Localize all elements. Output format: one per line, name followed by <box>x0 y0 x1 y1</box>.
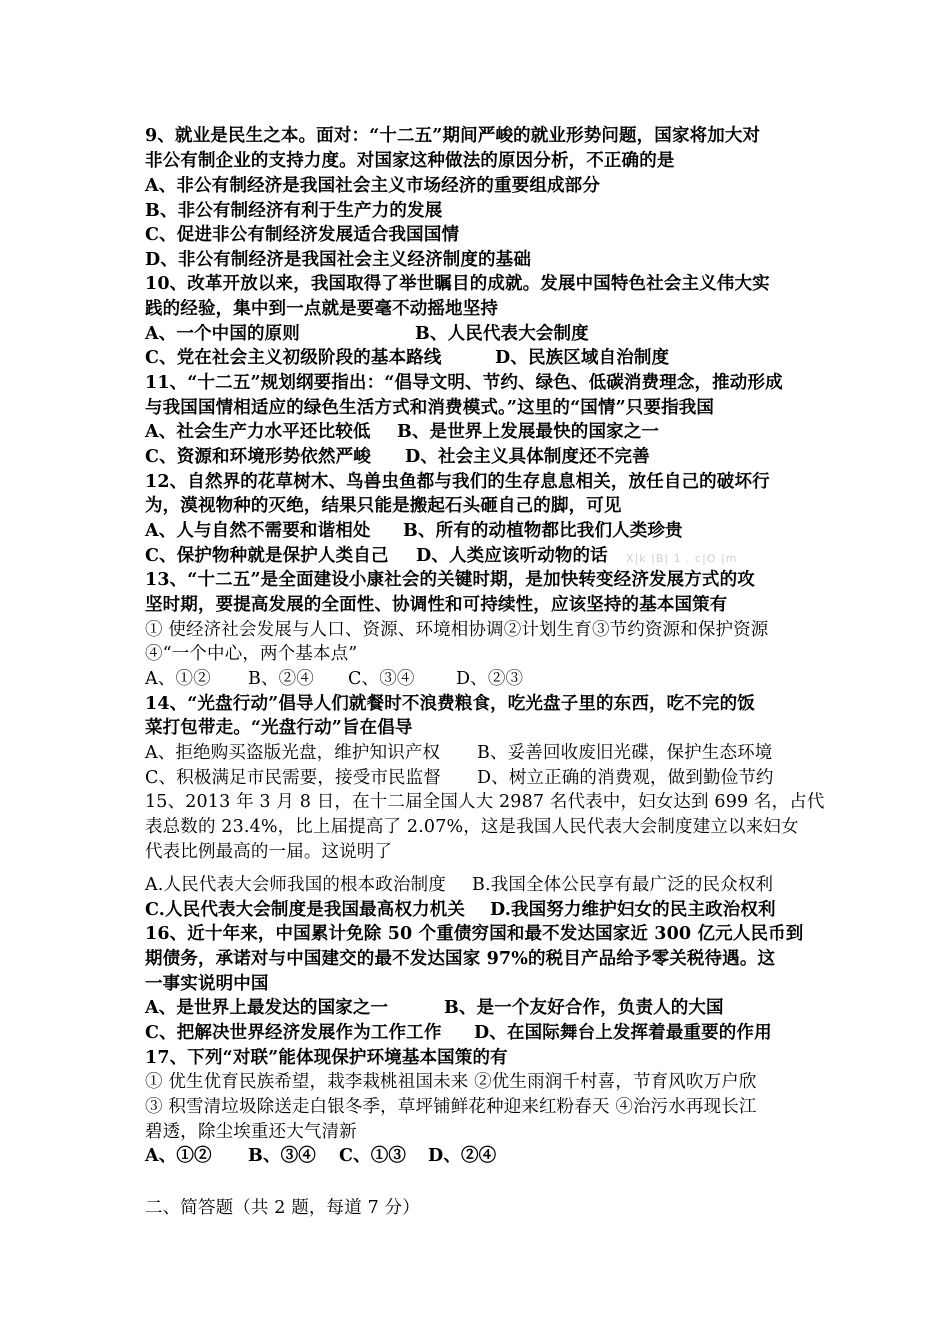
q17-option-a: A、①② <box>145 1146 212 1166</box>
q10-stem-line-1: 10、改革开放以来，我国取得了举世瞩目的成就。发展中国特色社会主义伟大实 <box>145 274 770 294</box>
section-2-title: 二、简答题（共 2 题，每道 7 分） <box>145 1198 420 1218</box>
q17-stem-line-1: 17、下列“对联”能体现保护环境基本国策的有 <box>145 1048 508 1068</box>
q13-items-line-1: ① 使经济社会发展与人口、资源、环境相协调②计划生育③节约资源和保护资源 <box>145 620 769 640</box>
q15-stem-line-1: 15、2013 年 3 月 8 日，在十二届全国人大 2987 名代表中，妇女达到 699 名，占代 <box>145 792 825 812</box>
q14-option-a: A、拒绝购买盗版光盘，维护知识产权 <box>145 743 441 763</box>
q17-option-b: B、③④ <box>248 1146 316 1166</box>
q12-option-a: A、人与自然不需要和谐相处 <box>145 521 371 541</box>
q13-stem-line-2: 坚时期，要提高发展的全面性、协调性和可持续性，应该坚持的基本国策有 <box>145 595 728 615</box>
q9-option-b: B、非公有制经济有利于生产力的发展 <box>145 201 443 221</box>
q13-stem-line-1: 13、“十二五”是全面建设小康社会的关键时期，是加快转变经济发展方式的攻 <box>145 570 755 590</box>
q12-stem-line-2: 为，漠视物种的灭绝，结果只能是搬起石头砸自己的脚，可见 <box>145 496 622 516</box>
q11-option-d: D、社会主义具体制度还不完善 <box>405 447 650 467</box>
q11-stem-line-2: 与我国国情相适应的绿色生活方式和消费模式。”这里的“国情”只要指我国 <box>145 398 715 418</box>
q17-items-line-1: ① 优生优育民族希望，栽李栽桃祖国未来 ②优生雨润千村喜，节育风吹万户欣 <box>145 1072 757 1092</box>
q15-option-c: C.人民代表大会制度是我国最高权力机关 <box>145 900 466 920</box>
q16-option-c: C、把解决世界经济发展作为工作工作 <box>145 1023 442 1043</box>
q14-option-b: B、妥善回收废旧光碟，保护生态环境 <box>477 743 773 763</box>
watermark-text: X|k |B| 1 . c|O |m <box>626 552 738 565</box>
q14-option-d: D、树立正确的消费观，做到勤俭节约 <box>477 768 774 788</box>
q12-option-b: B、所有的动植物都比我们人类珍贵 <box>403 521 683 541</box>
q10-option-c: C、党在社会主义初级阶段的基本路线 <box>145 348 442 368</box>
q15-stem-line-3: 代表比例最高的一届。这说明了 <box>145 842 393 862</box>
q16-stem-line-2: 期债务，承诺对与中国建交的最不发达国家 97%的税目产品给予零关税待遇。这 <box>145 949 776 969</box>
q9-option-a: A、非公有制经济是我国社会主义市场经济的重要组成部分 <box>145 176 600 196</box>
q14-stem-line-2: 菜打包带走。“光盘行动”旨在倡导 <box>145 718 413 738</box>
q15-option-a: A.人民代表大会师我国的根本政治制度 <box>145 875 446 895</box>
q12-option-d: D、人类应该听动物的话 <box>416 546 608 566</box>
q10-option-a: A、一个中国的原则 <box>145 324 300 344</box>
q11-stem-line-1: 11、“十二五”规划纲要指出：“倡导文明、节约、绿色、低碳消费理念，推动形成 <box>145 373 783 393</box>
q17-option-c: C、①③ <box>339 1146 407 1166</box>
q11-option-b: B、是世界上发展最快的国家之一 <box>397 422 660 442</box>
q9-stem-line-1: 9、就业是民生之本。面对：“十二五”期间严峻的就业形势问题，国家将加大对 <box>145 126 761 146</box>
q14-option-c: C、积极满足市民需要，接受市民监督 <box>145 768 441 788</box>
q13-option-c: C、③④ <box>348 669 415 689</box>
q15-option-b: B.我国全体公民享有最广泛的民众权利 <box>472 875 774 895</box>
q9-option-c: C、促进非公有制经济发展适合我国国情 <box>145 225 460 245</box>
q10-option-b: B、人民代表大会制度 <box>415 324 589 344</box>
q11-option-a: A、社会生产力水平还比较低 <box>145 422 371 442</box>
q15-option-d: D.我国努力维护妇女的民主政治权利 <box>490 900 776 920</box>
q9-option-d: D、非公有制经济是我国社会主义经济制度的基础 <box>145 250 531 270</box>
q13-option-a: A、①② <box>145 669 211 689</box>
q16-option-b: B、是一个友好合作，负责人的大国 <box>444 998 724 1018</box>
q16-option-a: A、是世界上最发达的国家之一 <box>145 998 389 1018</box>
q15-stem-line-2: 表总数的 23.4%，比上届提高了 2.07%，这是我国人民代表大会制度建立以来妇女 <box>145 817 799 837</box>
q13-option-b: B、②④ <box>248 669 314 689</box>
q17-option-d: D、②④ <box>428 1146 497 1166</box>
q14-stem-line-1: 14、“光盘行动”倡导人们就餐时不浪费粮食，吃光盘子里的东西，吃不完的饭 <box>145 694 755 714</box>
q16-stem-line-1: 16、近十年来，中国累计免除 50 个重债穷国和最不发达国家近 300 亿元人民币到 <box>145 924 804 944</box>
q13-option-d: D、②③ <box>456 669 524 689</box>
q12-option-c: C、保护物种就是保护人类自己 <box>145 546 389 566</box>
q10-option-d: D、民族区域自治制度 <box>495 348 670 368</box>
q12-stem-line-1: 12、自然界的花草树木、鸟兽虫鱼都与我们的生存息息相关，放任自己的破坏行 <box>145 472 770 492</box>
q13-items-line-2: ④“一个中心，两个基本点” <box>145 644 358 664</box>
q16-option-d: D、在国际舞台上发挥着最重要的作用 <box>474 1023 772 1043</box>
q17-items-line-3: 碧透，除尘埃重还大气清新 <box>145 1122 357 1142</box>
q16-stem-line-3: 一事实说明中国 <box>145 974 269 994</box>
q11-option-c: C、资源和环境形势依然严峻 <box>145 447 371 467</box>
q9-stem-line-2: 非公有制企业的支持力度。对国家这种做法的原因分析，不正确的是 <box>145 151 675 171</box>
q10-stem-line-2: 践的经验，集中到一点就是要毫不动摇地坚持 <box>145 299 498 319</box>
q17-items-line-2: ③ 积雪清垃圾除送走白银冬季，草坪铺鲜花种迎来红粉春天 ④治污水再现长江 <box>145 1097 757 1117</box>
